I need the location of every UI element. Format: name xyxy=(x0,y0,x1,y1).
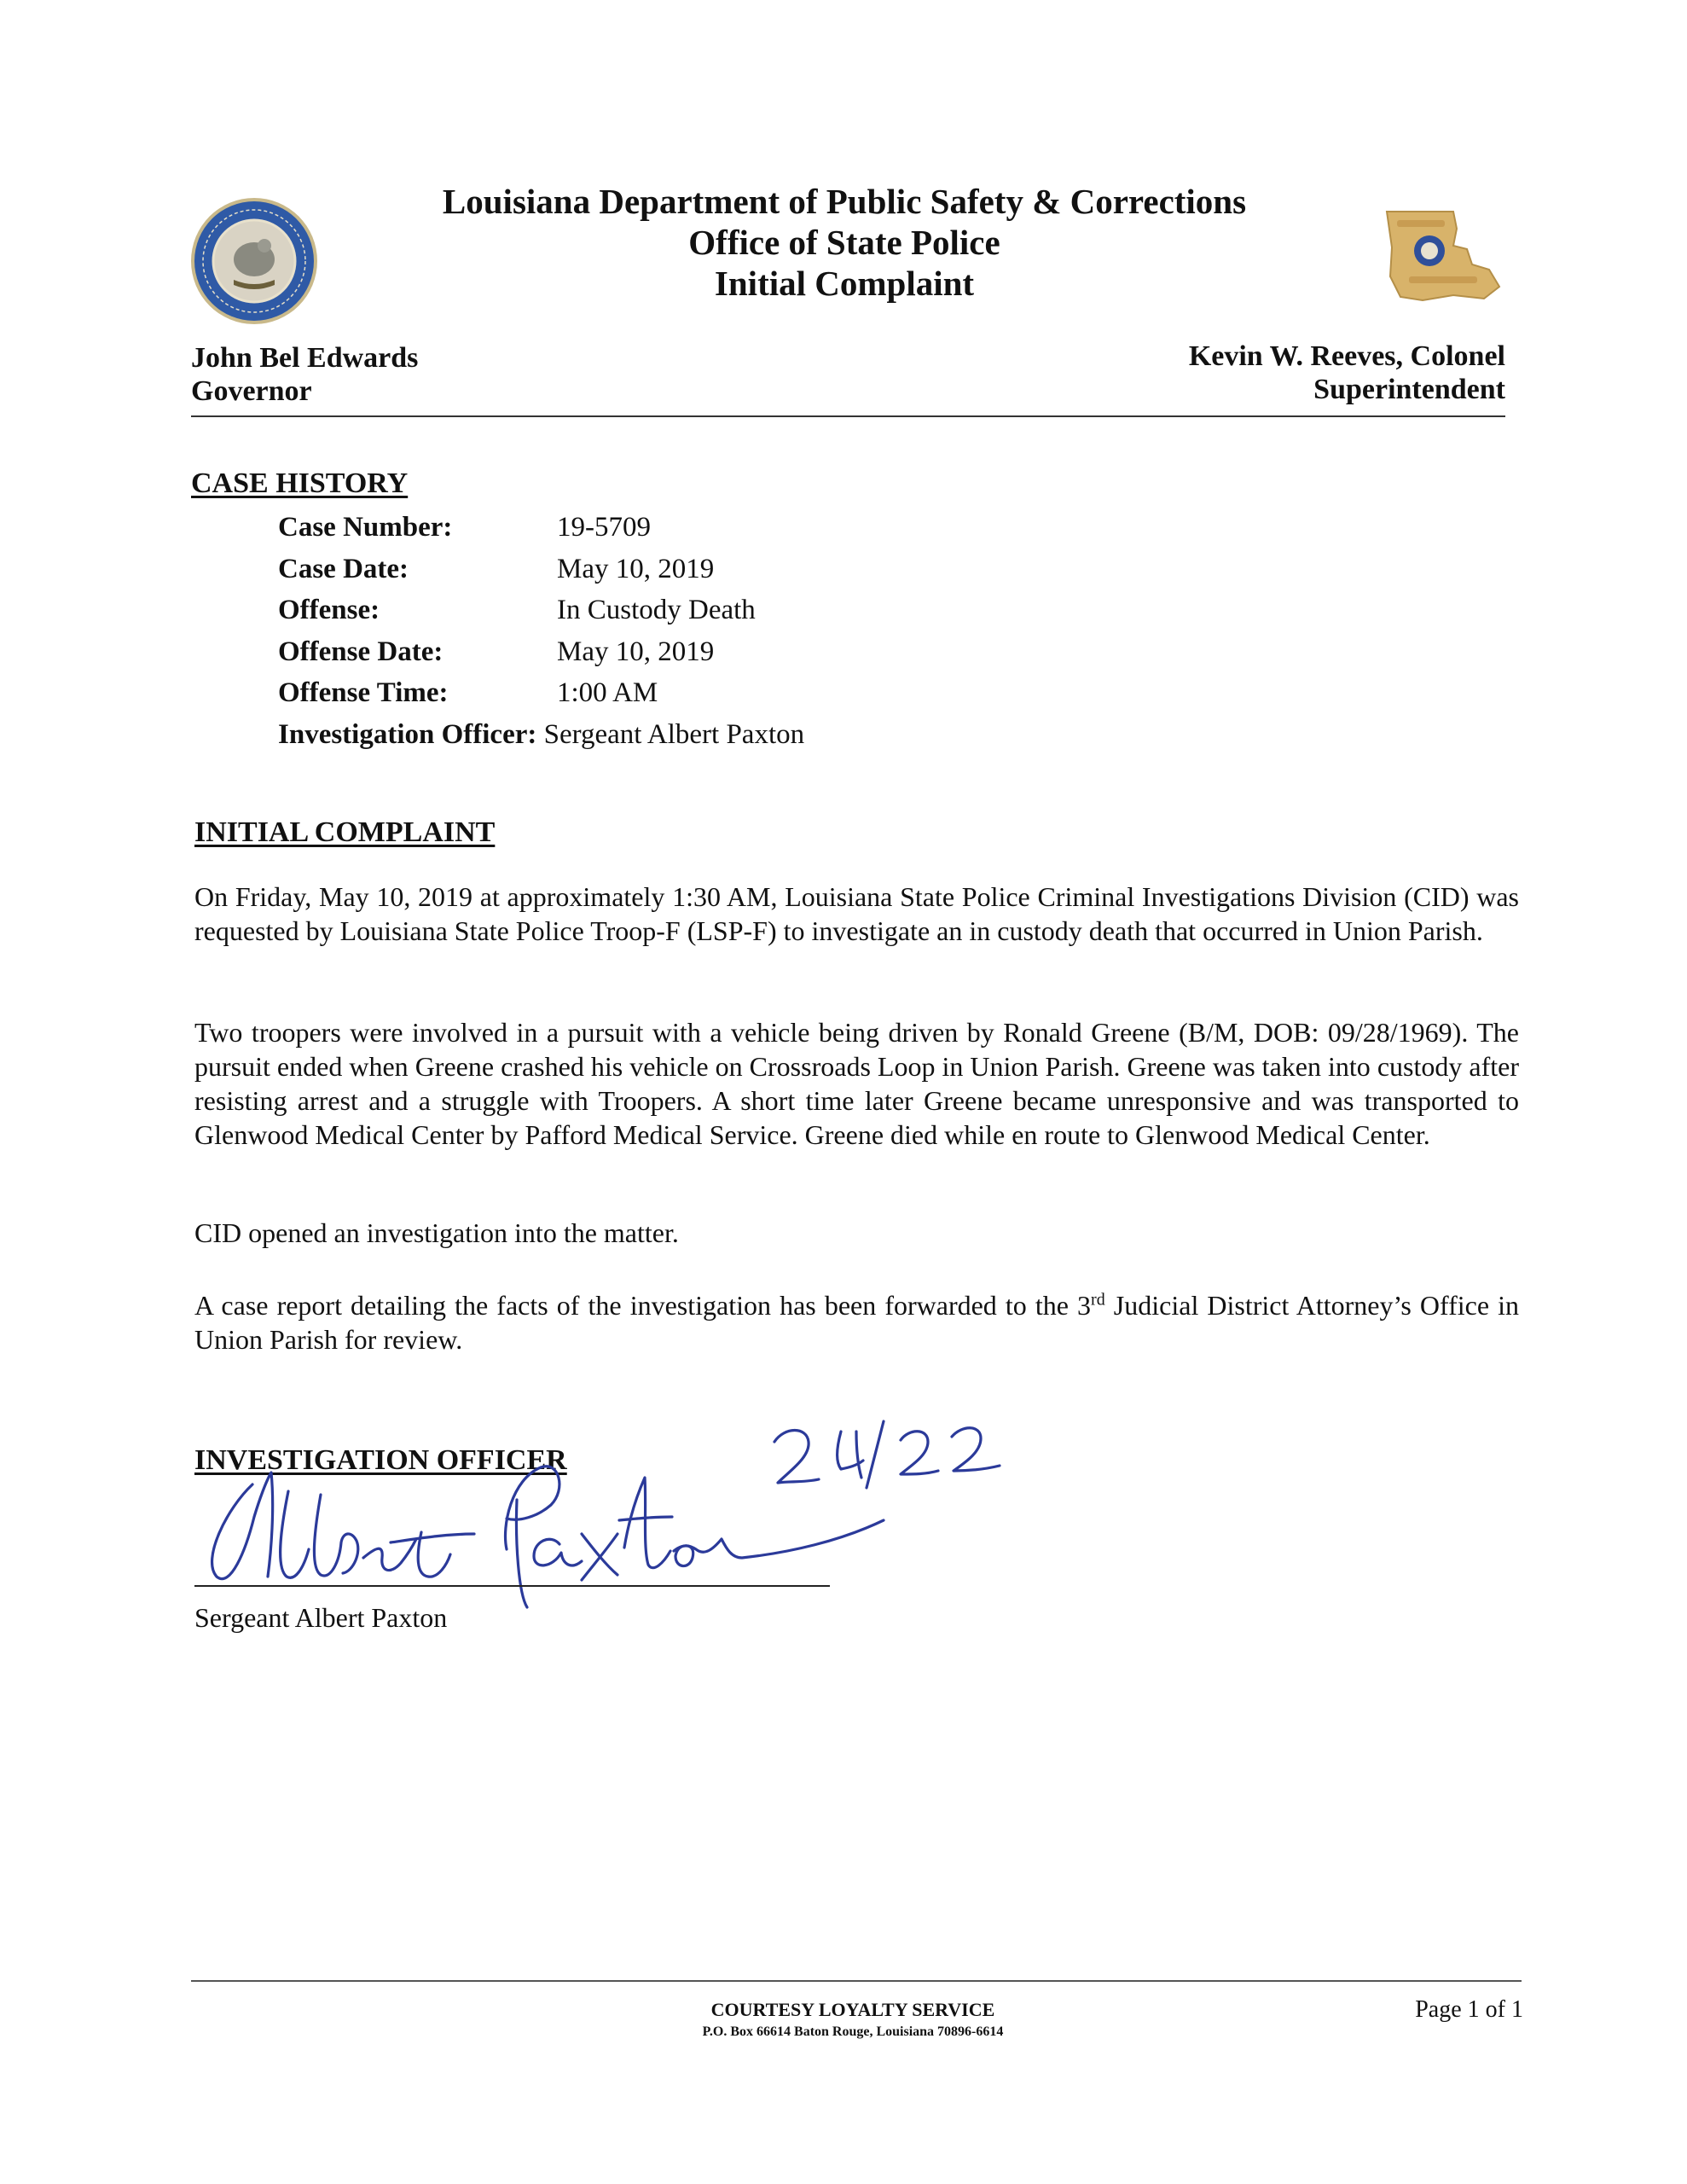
initial-complaint-heading: INITIAL COMPLAINT xyxy=(194,816,496,848)
offense-row xyxy=(278,590,804,631)
case-date-row xyxy=(278,549,804,590)
case-number-row xyxy=(278,507,804,549)
superintendent-title: Superintendent xyxy=(1313,374,1505,405)
governor-title: Governor xyxy=(191,375,312,407)
offense-value: In Custody Death xyxy=(557,595,756,625)
complaint-paragraph-1: On Friday, May 10, 2019 at approximately 1:30 AM, Louisiana State Police Criminal Investigations Division (CID) was requested by Louisiana State Police Troop-F (LSP-F) to investigate an in custody death that occurred in Union Parish. xyxy=(194,881,1519,946)
header-divider xyxy=(191,415,1505,417)
officer-printed-name: Sergeant Albert Paxton xyxy=(194,1602,448,1633)
case-number-label: Case Number: xyxy=(278,512,453,543)
superintendent-name: Kevin W. Reeves, Colonel xyxy=(1188,340,1505,372)
state-police-badge-icon xyxy=(1371,195,1508,314)
offense-date-label: Offense Date: xyxy=(278,636,443,667)
complaint-paragraph-4 xyxy=(194,1288,1519,1356)
case-history-table xyxy=(278,507,804,755)
document-header xyxy=(290,181,1399,304)
case-history-heading: CASE HISTORY xyxy=(191,468,409,499)
superintendent-block xyxy=(1189,340,1505,406)
complaint-paragraph-4-start: A case report detailing the facts of the investigation has been forwarded to the 3 xyxy=(194,1290,1092,1321)
offense-date-row xyxy=(278,631,804,673)
complaint-paragraph-4-end: Judicial District Attorney’s Office in Union Parish for review. xyxy=(194,1290,1520,1355)
investigation-officer-row xyxy=(278,714,804,756)
offense-time-value: 1:00 AM xyxy=(557,677,658,708)
case-date-value: May 10, 2019 xyxy=(557,553,715,584)
ordinal-suffix: rd xyxy=(1091,1290,1105,1310)
case-number-value: 19-5709 xyxy=(557,512,651,543)
footer-address-block xyxy=(512,1998,1194,2042)
footer-motto: COURTESY LOYALTY SERVICE xyxy=(710,1999,995,2020)
signature-line xyxy=(194,1585,830,1587)
department-name: Louisiana Department of Public Safety & Corrections xyxy=(442,182,1247,221)
page-number: Page 1 of 1 xyxy=(1415,1996,1523,2023)
offense-time-label: Offense Time: xyxy=(278,677,449,708)
governor-block xyxy=(191,341,418,408)
office-name: Office of State Police xyxy=(688,223,1000,262)
complaint-paragraph-3: CID opened an investigation into the matter. xyxy=(194,1217,679,1248)
offense-label: Offense: xyxy=(278,595,380,625)
footer-address: P.O. Box 66614 Baton Rouge, Louisiana 70896-6614 xyxy=(702,2024,1004,2039)
complaint-paragraph-2: Two troopers were involved in a pursuit with a vehicle being driven by Ronald Greene (B/M, DOB: 09/28/1969). The pursuit ended when Greene crashed his vehicle on Crossroads Loop in Union Parish. Greene was taken into custody after resisting arrest and a struggle with Troopers. A short time later Greene became unresponsive and was transported to Glenwood Medical Center by Pafford Medical Service. Greene died while en route to Glenwood Medical Center. xyxy=(194,1017,1519,1150)
offense-time-row xyxy=(278,672,804,714)
investigation-officer-label: Investigation Officer: xyxy=(278,718,537,750)
investigation-officer-value: Sergeant Albert Paxton xyxy=(543,718,805,750)
footer-divider xyxy=(191,1980,1522,1982)
governor-name: John Bel Edwards xyxy=(191,342,419,374)
case-date-label: Case Date: xyxy=(278,553,409,584)
investigation-officer-heading: INVESTIGATION OFFICER xyxy=(194,1444,567,1476)
document-title: Initial Complaint xyxy=(714,264,975,303)
handwritten-signature-icon xyxy=(193,1406,1080,1611)
offense-date-value: May 10, 2019 xyxy=(557,636,715,667)
